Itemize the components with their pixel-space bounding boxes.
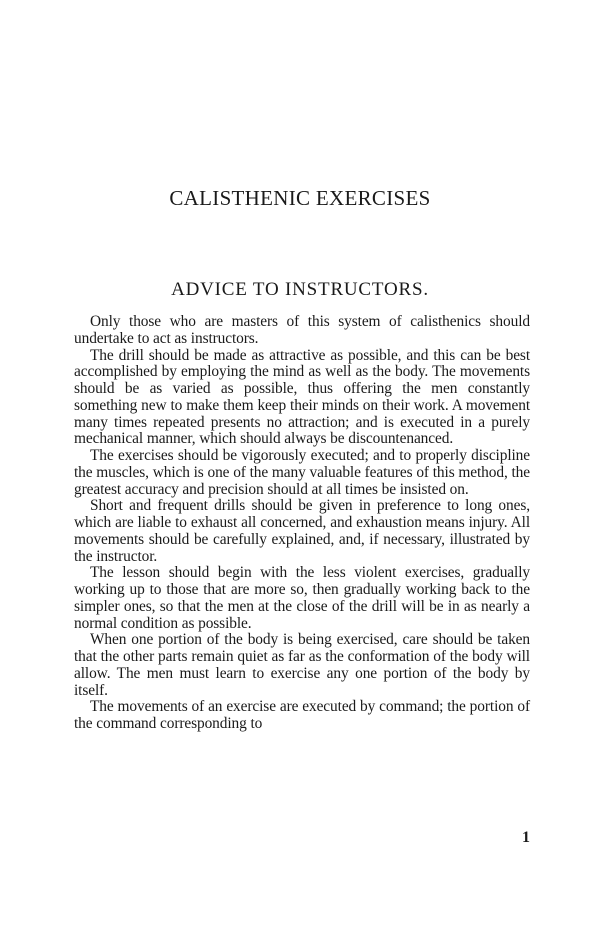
section-heading: ADVICE TO INSTRUCTORS.	[171, 279, 429, 300]
paragraph: Only those who are masters of this system of calisthenics should undertake to act as instructors.	[74, 313, 530, 347]
paragraph: The drill should be made as attractive as possible, and this can be best accomplished by employing the mind as well as the body. The movements should be as varied as possible, thus offering the men constantly something new to make them keep their minds on their work. A movement many times repeated presents no attraction; and is executed in a purely mechanical manner, which should always be discountenanced.	[74, 346, 530, 448]
paragraph: When one portion of the body is being exercised, care should be taken that the other parts remain quiet as far as the conformation of the body will allow. The men must learn to exercise any one portion of the body by itself.	[74, 631, 530, 699]
paragraph: The movements of an exercise are executed by command; the portion of the command corresponding to	[74, 698, 530, 732]
paragraph: Short and frequent drills should be given in preference to long ones, which are liable to exhaust all concerned, and exhaustion means injury. All movements should be carefully explained, and, if necessary, illustrated by the instructor.	[74, 497, 530, 565]
paragraph: The exercises should be vigorously executed; and to properly discipline the muscles, which is one of the many valuable features of this method, the greatest accuracy and precision should at all times be insisted on.	[74, 447, 530, 498]
paragraph: The lesson should begin with the less violent exercises, gradually working up to those that are more so, then gradually working back to the simpler ones, so that the men at the close of the drill will be in as nearly a normal condition as possible.	[74, 564, 530, 632]
book-title: CALISTHENIC EXERCISES	[169, 186, 431, 210]
body-text	[74, 314, 530, 733]
page-number: 1	[522, 829, 530, 846]
